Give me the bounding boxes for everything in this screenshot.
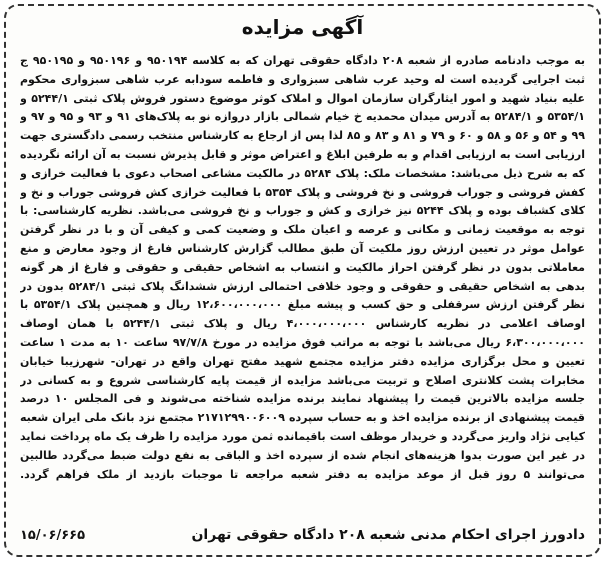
auction-notice — [4, 4, 601, 557]
notice-title: آگهی مزایده — [241, 15, 364, 39]
notice-code: ۱۵/۰۶/۶۶۵ — [20, 527, 86, 543]
notice-footer — [20, 524, 585, 546]
notice-signature: دادورز اجرای احکام مدنی شعبه ۲۰۸ دادگاه حقوقی تهران — [191, 527, 585, 543]
notice-body: به موجب دادنامه صادره از شعبه ۲۰۸ دادگاه حقوقی تهران که به کلاسه ۹۵۰۱۹۴ و ۹۵۰۱۹۶ و ۹۵۰۱۹۵ ج ثبت اجرایی گردیده است له وحید عرب شاهی سبزواری و فاطمه سودابه عرب شاهی سبزواری محکوم علیه بنیاد شهید و امور ایثارگران سازمان اموال و املاک کوثر موضوع دستور فروش پلاک ثبتی ۵۲۴۴/۱ و ۵۳۵۴/۱ و ۵۲۸۴/۱ به آدرس میدان محمدیه خ خیام شمالی بازار دروازه نو به پلاک‌های ۹۱ و ۹۳ و ۹۵ و ۹۷ و ۹۹ و ۵۴ و ۵۶ و ۵۸ و ۶۰ و ۷۹ و ۸۱ و ۸۳ و ۸۵ لذا پس از ارجاع به کارشناس منتخب رسمی دادگستری جهت ارزیابی است به ارزیابی اقدام و به طرفین ابلاغ و اعتراض موثر و قابل پذیرش نسبت به آن ارائه نگردیده که به شرح ذیل می‌باشد: مشخصات ملک: پلاک ۵۲۸۴ در مالکیت مشاعی اصحاب دعوی با فعالیت خرازی و کفش فروشی و جوراب فروشی و نخ فروشی و پلاک ۵۳۵۴ با فعالیت خرازی کش فروشی جوراب و نخ و کلای کشباف بوده و پلاک ۵۲۴۴ نیز خرازی و کش و جوراب و نخ فروشی می‌باشد. نظریه کارشناسی: با توجه به موقعیت زمانی و مکانی و عرصه و اعیان ملک و وضعیت کمی و کیفی آن و با در نظر گرفتن عوامل موثر در تعیین ارزش روز ملکیت آن طبق مطالب گزارش کارشناس فارغ از وجود معارض و منع معاملاتی بدون در نظر گرفتن احراز مالکیت و انتساب به اشخاص حقیقی و حقوقی و فارغ از هر گونه بدهی به اشخاص حقیقی و حقوقی و وجود خلافی احتمالی ارزش ششدانگ پلاک ثبتی ۵۲۸۴/۱ بدون در نظر گرفتن ارزش سرقفلی و حق کسب و پیشه مبلغ ۱۲،۶۰۰،۰۰۰،۰۰۰ ریال و همچنین پلاک ۵۳۵۴/۱ با اوصاف اعلامی در نظریه کارشناس ۴،۰۰۰،۰۰۰،۰۰۰ ریال و پلاک ثبتی ۵۲۴۴/۱ با همان اوصاف ۶،۳۰۰،۰۰۰،۰۰۰ ریال می‌باشد با توجه به مراتب فوق مزایده در مورخ ۹۷/۷/۸ ساعت ۱۰ به مدت ۱ ساعت تعیین و محل برگزاری مزایده دفتر مزایده مجتمع شهید مفتح تهران واقع در تهران- شهرزیبا خیابان مخابرات پشت کلانتری اصلاح و تربیت می‌باشد مزایده از قیمت پایه کارشناسی شروع و به کسانی در جلسه مزایده بالاترین قیمت را پیشنهاد نمایند برنده مزایده شناخته می‌شوند و فی المجلس ۱۰ درصد قیمت پیشنهادی از برنده مزایده اخذ و به حساب سپرده ۲۱۷۱۲۹۹۰۰۶۰۰۹ مجتمع نزد بانک ملی ایران شعبه کیایی نژاد واریز می‌گردد و خریدار موظف است باقیمانده ثمن مورد مزایده را ظرف یک ماه پرداخت نماید در غیر این صورت بدوا هزینه‌های انجام شده از سپرده اخذ و الباقی به نفع دولت ضبط می‌گردد طالبین می‌توانند ۵ روز قبل از موعد مزایده به دفتر شعبه مراجعه تا موجبات بازدید از ملک فراهم گردد. — [20, 54, 585, 481]
